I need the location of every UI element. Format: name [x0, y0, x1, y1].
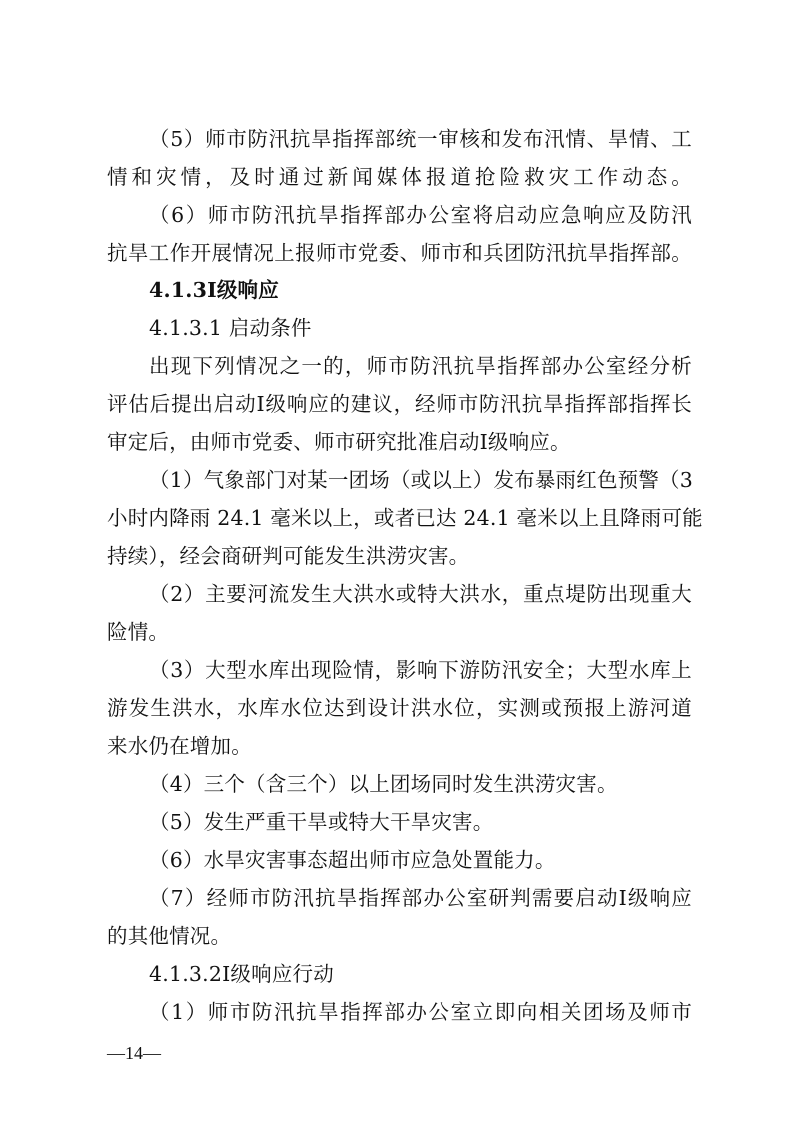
paragraph-line: （1）师市防汛抗旱指挥部办公室立即向相关团场及师市 [149, 1000, 692, 1024]
paragraph-line: （6）水旱灾害事态超出师市应急处置能力。 [149, 848, 556, 872]
paragraph-line: 抗旱工作开展情况上报师市党委、师市和兵团防汛抗旱指挥部。 [107, 241, 692, 265]
paragraph-line: 出现下列情况之一的，师市防汛抗旱指挥部办公室经分析 [149, 354, 692, 378]
paragraph-line: 审定后，由师市党委、师市研究批准启动I级响应。 [107, 430, 571, 454]
paragraph-line: （5）师市防汛抗旱指挥部统一审核和发布汛情、旱情、工 [149, 127, 692, 151]
paragraph-line: （6）师市防汛抗旱指挥部办公室将启动应急响应及防汛 [149, 203, 692, 227]
paragraph-line: 来水仍在增加。 [107, 734, 252, 758]
paragraph-line: （3）大型水库出现险情，影响下游防汛安全；大型水库上 [149, 658, 692, 682]
subsection-heading: 4.1.3.1 启动条件 [149, 316, 312, 340]
paragraph-line: （7）经师市防汛抗旱指挥部办公室研判需要启动I级响应 [149, 886, 692, 910]
paragraph-line: 评估后提出启动I级响应的建议，经师市防汛抗旱指挥部指挥长 [107, 392, 692, 416]
paragraph-line: （4）三个（含三个）以上团场同时发生洪涝灾害。 [149, 772, 618, 796]
page-number: —14— [107, 1043, 161, 1063]
paragraph-line: 持续），经会商研判可能发生洪涝灾害。 [107, 544, 470, 568]
paragraph-line: （1）气象部门对某一团场（或以上）发布暴雨红色预警（3 [149, 468, 693, 492]
paragraph-line: 小时内降雨 24.1 毫米以上，或者已达 24.1 毫米以上且降雨可能 [107, 506, 703, 530]
paragraph-line: （5）发生严重干旱或特大干旱灾害。 [149, 810, 494, 834]
paragraph-line: 的其他情况。 [107, 924, 232, 948]
paragraph-line: （2）主要河流发生大洪水或特大洪水，重点堤防出现重大 [149, 582, 692, 606]
paragraph-line: 游发生洪水，水库水位达到设计洪水位，实测或预报上游河道 [107, 696, 692, 720]
paragraph-line: 情和灾情，及时通过新闻媒体报道抢险救灾工作动态。 [107, 165, 692, 189]
section-heading: 4.1.3I级响应 [149, 278, 279, 302]
paragraph-line: 险情。 [107, 620, 170, 644]
subsection-heading: 4.1.3.2I级响应行动 [149, 962, 334, 986]
